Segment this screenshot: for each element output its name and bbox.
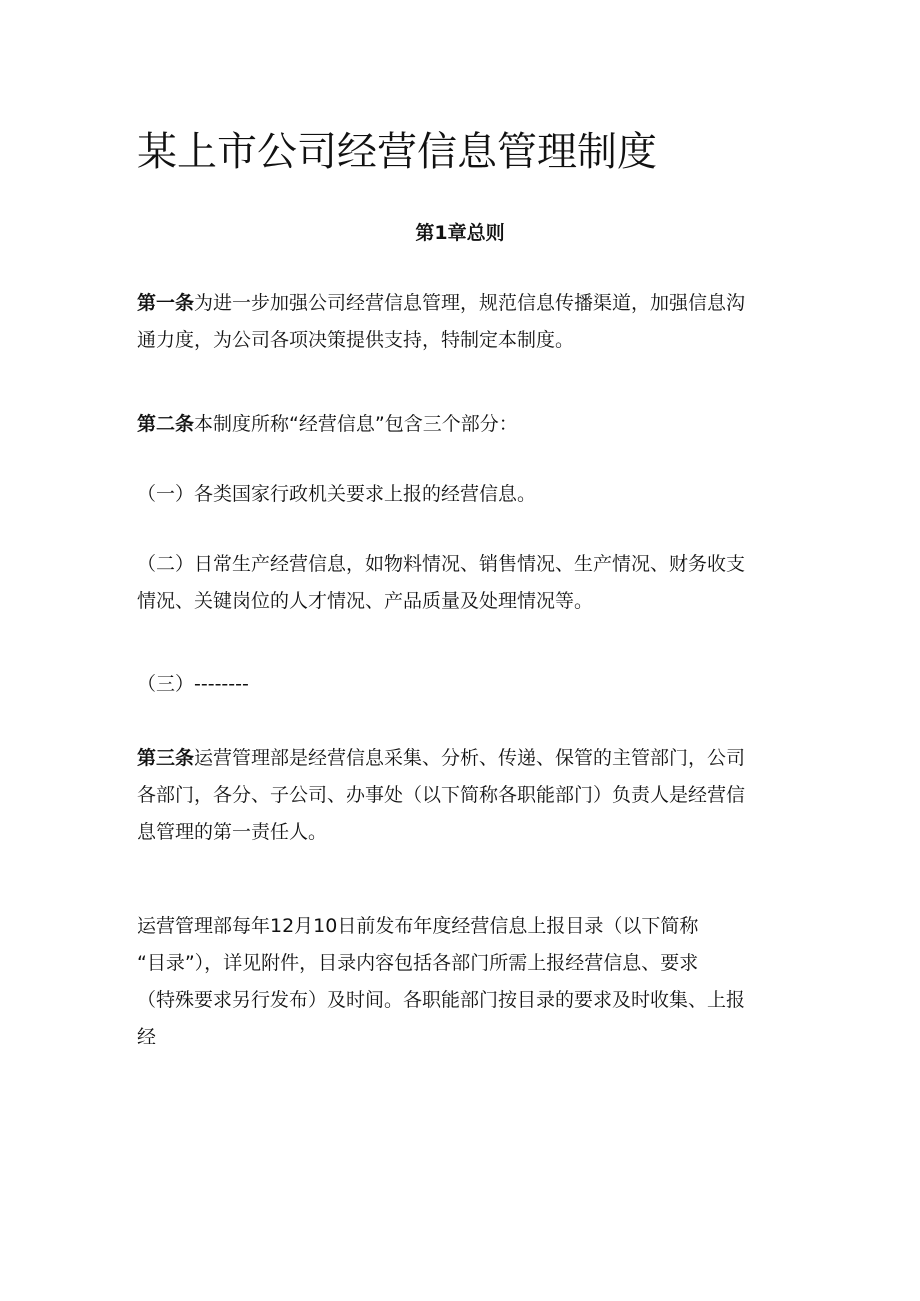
list-item-3 (137, 666, 797, 703)
catalog-line-3: （特殊要求另行发布）及时间。各职能部门按目录的要求及时收集、上报 (137, 989, 746, 1011)
catalog-line-2: “目录”），详见附件，目录内容包括各部门所需上报经营信息、要求 (137, 952, 699, 974)
article-3-line-3: 息管理的第一责任人。 (137, 821, 328, 843)
article-3-text: 运营管理部是经营信息采集、分析、传递、保管的主管部门，公司 (194, 747, 746, 769)
article-2-text: 本制度所称“经营信息”包含三个部分： (194, 413, 518, 435)
article-2-label: 第二条 (137, 413, 195, 435)
article-1-label: 第一条 (137, 292, 195, 314)
article-3 (137, 740, 797, 851)
list-item-3-text: （三）-------- (137, 673, 249, 695)
article-3-line-1 (137, 740, 797, 777)
article-2 (137, 406, 797, 443)
catalog-line-1: 运营管理部每年12月10日前发布年度经营信息上报目录（以下简称 (137, 915, 699, 937)
list-item-1 (137, 476, 797, 513)
document-title: 某上市公司经营信息管理制度 (137, 129, 657, 175)
article-3-line-2: 各部门，各分、子公司、办事处（以下简称各职能部门）负责人是经营信 (137, 784, 746, 806)
list-item-2-line-2: 情况、关键岗位的人才情况、产品质量及处理情况等。 (137, 590, 594, 612)
article-2-line-1 (137, 406, 797, 443)
article-1 (137, 285, 797, 359)
catalog-paragraph (137, 908, 797, 1056)
article-3-label: 第三条 (137, 747, 195, 769)
article-1-text: 为进一步加强公司经营信息管理，规范信息传播渠道，加强信息沟 (194, 292, 746, 314)
catalog-line-4: 经 (137, 1026, 157, 1048)
list-item-2 (137, 546, 797, 620)
list-item-1-text: （一）各类国家行政机关要求上报的经营信息。 (137, 483, 537, 505)
article-1-line-1 (137, 285, 797, 322)
chapter-heading: 第1章总则 (415, 222, 505, 244)
article-1-line-2: 通力度，为公司各项决策提供支持，特制定本制度。 (137, 329, 575, 351)
list-item-2-line-1: （二）日常生产经营信息，如物料情况、销售情况、生产情况、财务收支 (137, 553, 746, 575)
